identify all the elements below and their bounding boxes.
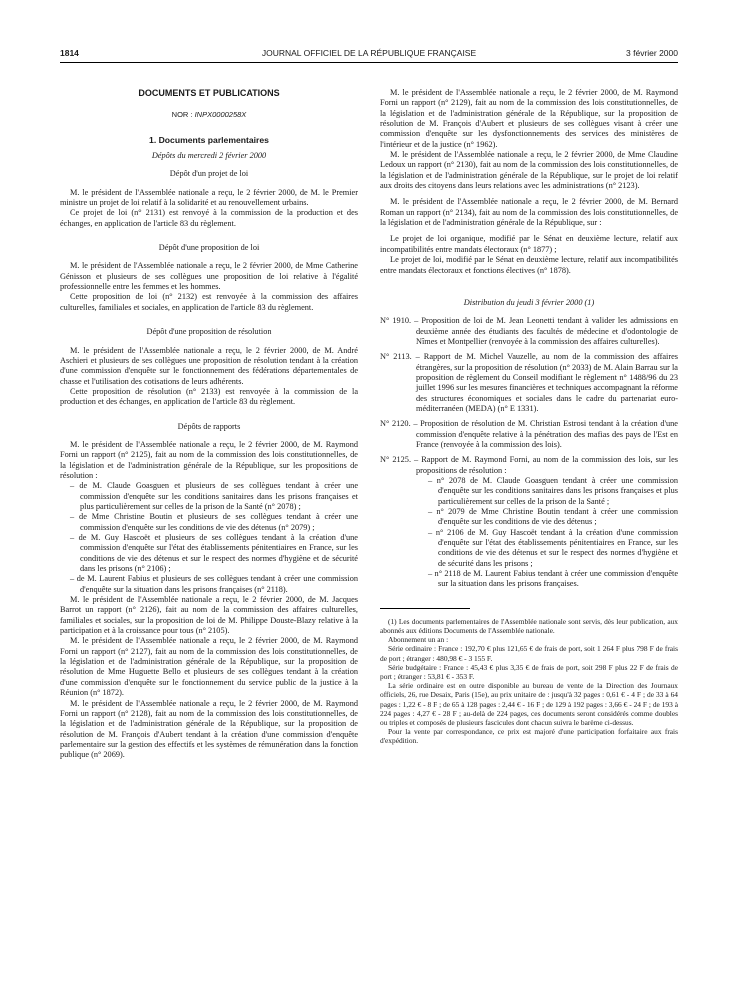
paragraph: Le projet de loi, modifié par le Sénat en deuxième lecture, relatif aux incompatibilités entre mandats électoraux et fonctions électives (n° 1878). (380, 255, 678, 275)
paragraph: M. le président de l'Assemblée nationale a reçu, le 2 février 2000, de M. Raymond Forni un rapport (n° 2125), fait au nom de la commission des lois constitutionnelles, de la législation et de l'administration générale de la République, sur les propositions de résolution : (60, 439, 358, 480)
left-column (60, 88, 358, 761)
list-item: – de Mme Christine Boutin et plusieurs de ses collègues tendant à créer une commission d'enquête sur les conditions de vie des détenus (n° 2079) ; (70, 512, 358, 532)
running-header (60, 48, 678, 63)
list-item: – n° 2078 de M. Claude Goasguen tendant à créer une commission d'enquête sur les conditions sanitaires dans les prisons françaises et plus particulièrement sur celles de la prison de la Santé ; (428, 476, 678, 506)
document-entry: N° 1910. – Proposition de loi de M. Jean Leonetti tendant à valider les admissions en deuxième année des étudiants des facultés de médecine et d'odontologie de Nîmes et Montpellier (renvoyée à la commission des affaires culturelles). (380, 316, 678, 346)
list-item: – de M. Laurent Fabius et plusieurs de ses collègues tendant à créer une commission d'enquête sur la situation dans les prisons françaises (n° 2118). (70, 574, 358, 594)
heading-proposition-de-resolution: Dépôt d'une proposition de résolution (146, 327, 272, 337)
document-entry: N° 2113. – Rapport de M. Michel Vauzelle, au nom de la commission des affaires étrangères, sur la proposition de résolution (n° 2033) de M. Alain Barrau sur la proposition de règlement du Conseil modifiant le règlement n° 1488/96 du 23 juillet 1996 sur les mesures financières et techniques accompagnant la réforme des structures économiques et sociales dans le cadre du partenariat euro-méditerranéen (MEDA) (n° E 1331). (380, 352, 678, 413)
heading-depots-de-rapports: Dépôts de rapports (177, 421, 241, 431)
footnote-text: Série budgétaire : France : 45,43 € plus 3,35 € de frais de port, soit 298 F plus 22 F de frais de port ; étranger : 53,81 € - 353 F. (380, 662, 678, 681)
footnote-separator (380, 608, 470, 609)
issue-date: 3 février 2000 (626, 48, 678, 58)
nor-label: NOR : (171, 110, 195, 120)
nor-value: INPX0000258X (194, 110, 247, 120)
paragraph: M. le président de l'Assemblée nationale a reçu, le 2 février 2000, de Mme Claudine Ledoux un rapport (n° 2130), fait au nom de la commission des lois constitutionnelles, de la législation et de l'administration générale de la République, sur le projet de loi relatif aux droits des citoyens dans leurs relations avec les administrations (n° 2123). (380, 150, 678, 191)
section-title: DOCUMENTS ET PUBLICATIONS (138, 88, 280, 98)
list-item: – de M. Claude Goasguen et plusieurs de ses collègues tendant à créer une commission d'enquête sur les conditions sanitaires dans les prisons françaises et plus particulièrement sur celles de la prison de la Santé (n° 2078) ; (70, 481, 358, 511)
paragraph: M. le président de l'Assemblée nationale a reçu, le 2 février 2000, de Mme Catherine Génisson et plusieurs de ses collègues une proposition de loi relative à l'égalité professionnelle entre les femmes et les hommes. (60, 261, 358, 292)
footnote-text: Série ordinaire : France : 192,70 € plus 121,65 € de frais de port, soit 1 264 F plus 798 F de frais de port ; étranger : 480,98 € - 3 155 F. (380, 644, 678, 663)
footnote (380, 617, 678, 746)
paragraph: M. le président de l'Assemblée nationale a reçu, le 2 février 2000, de M. Jacques Barrot un rapport (n° 2126), fait au nom de la commission des affaires culturelles, familiales et sociales, sur la proposition de loi de M. Philippe Douste-Blazy relative à la participation et à la croissance pour tous (n° 2105). (60, 595, 358, 636)
page-number: 1814 (60, 48, 79, 58)
document-entry: N° 2120. – Proposition de résolution de M. Christian Estrosi tendant à la création d'une commission d'enquête relative à la pénétration des mafias des pays de l'Est en France (renvoyée à la commission des lois). (380, 419, 678, 449)
footnote-text: Pour la vente par correspondance, ce prix est majoré d'une participation forfaitaire aux frais d'expédition. (380, 727, 678, 746)
document-entry: N° 2125. – Rapport de M. Raymond Forni, au nom de la commission des lois, sur les propositions de résolution : (380, 455, 678, 475)
list-item: – de M. Guy Hascoët et plusieurs de ses collègues tendant à la création d'une commission d'enquête sur l'état des établissements pénitentiaires en France, sur les conditions de vie des détenus et sur le respect des normes d'hygiène et de sécurité dans les prisons (n° 2106) ; (70, 533, 358, 574)
list-item: – n° 2106 de M. Guy Hascoët tendant à la création d'une commission d'enquête sur l'état des établissements pénitentiaires en France, sur les conditions de vie des détenus et sur le respect des normes d'hygiène et de sécurité dans les prisons ; (428, 527, 678, 568)
nor-reference (60, 110, 358, 120)
footnote-text: (1) Les documents parlementaires de l'Assemblée nationale sont servis, dès leur publication, aux abonnés aux éditions Documents de l'Assemblée nationale. (380, 616, 678, 635)
paragraph: Ce projet de loi (n° 2131) est renvoyé à la commission de la production et des échanges, en application de l'article 83 du règlement. (60, 208, 358, 228)
heading-proposition-de-loi: Dépôt d'une proposition de loi (158, 243, 260, 253)
footnote-text: La série ordinaire est en outre disponible au bureau de vente de la Direction des Journaux officiels, 26, rue Desaix, Paris (15e), au prix unitaire de : jusqu'à 32 pages : 0,61 € - 4 F ; de 33 à 64 pages : 1,22 € - 8 F ; de 65 à 128 pages : 2,44 € - 16 F ; de 129 à 192 pages : 3,66 € - 24 F ; de 193 à 224 pages : 4,27 € - 28 F ; au-delà de 224 pages, ces documents seront considérés comme doubles ou triples et composés de plusieurs fascicules dont chacun suivra le barème ci-dessus. (380, 681, 678, 728)
paragraph: M. le président de l'Assemblée nationale a reçu, le 2 février 2000, de M. Raymond Forni un rapport (n° 2127), fait au nom de la commission des lois constitutionnelles, de la législation et de l'administration générale de la République, sur la proposition de résolution de Mme Huguette Bello et plusieurs de ses collègues tendant à la création d'une commission d'enquête sur le fonctionnement du service public de la justice à la Réunion (n° 1872). (60, 636, 358, 698)
journal-title: JOURNAL OFFICIEL DE LA RÉPUBLIQUE FRANÇAISE (261, 48, 477, 58)
heading-projet-de-loi: Dépôt d'un projet de loi (169, 169, 249, 179)
paragraph: M. le président de l'Assemblée nationale a reçu, le 2 février 2000, de M. Bernard Roman un rapport (n° 2134), fait au nom de la commission des lois constitutionnelles, de la législation et de l'administration générale de la République, sur : (380, 197, 678, 228)
paragraph: Le projet de loi organique, modifié par le Sénat en deuxième lecture, relatif aux incompatibilités entre mandats électoraux (n° 1877) ; (380, 234, 678, 254)
paragraph: Cette proposition de loi (n° 2132) est renvoyée à la commission des affaires culturelles, familiales et sociales, en application de l'article 83 du règlement. (60, 292, 358, 312)
paragraph: M. le président de l'Assemblée nationale a reçu, le 2 février 2000, de M. Raymond Forni un rapport (n° 2128), fait au nom de la commission des lois constitutionnelles, de la législation et de l'administration générale de la République, sur la proposition de résolution de M. François d'Aubert tendant à la création d'une commission d'enquête parlementaire sur la gestion des effectifs et les systèmes de rémunération dans la fonction publique (n° 2069). (60, 698, 358, 760)
subsection-title: 1. Documents parlementaires (149, 134, 269, 145)
right-column (380, 88, 678, 746)
paragraph: M. le président de l'Assemblée nationale a reçu, le 2 février 2000, de M. André Aschieri et plusieurs de ses collègues une proposition de résolution tendant à la création d'une commission d'enquête sur le fonctionnement des fédérations départementales de chasse et l'utilisation des cotisations de leurs adhérents. (60, 345, 358, 386)
paragraph: Cette proposition de résolution (n° 2133) est renvoyée à la commission de la production et des échanges, en application de l'article 83 du règlement. (60, 386, 358, 407)
paragraph: M. le président de l'Assemblée nationale a reçu, le 2 février 2000, de M. Raymond Forni un rapport (n° 2129), fait au nom de la commission des lois constitutionnelles, de la législation et de l'administration générale de la République, sur la proposition de résolution de M. François d'Aubert et plusieurs de ses collègues visant à créer une commission d'enquête sur les dysfonctionnements des services des ministères de l'intérieur et de la justice (n° 1962). (380, 88, 678, 149)
footnote-text: Abonnement un an : (388, 635, 449, 645)
distribution-title: Distribution du jeudi 3 février 2000 (1) (463, 297, 595, 307)
deposits-date: Dépôts du mercredi 2 février 2000 (151, 151, 267, 161)
list-item: – n° 2118 de M. Laurent Fabius tendant à créer une commission d'enquête sur la situation dans les prisons françaises. (428, 569, 678, 589)
paragraph: M. le président de l'Assemblée nationale a reçu, le 2 février 2000, de M. le Premier ministre un projet de loi relatif à la solidarité et au renouvellement urbains. (60, 187, 358, 208)
list-item: – n° 2079 de Mme Christine Boutin tendant à créer une commission d'enquête sur les conditions de vie des détenus ; (428, 507, 678, 527)
